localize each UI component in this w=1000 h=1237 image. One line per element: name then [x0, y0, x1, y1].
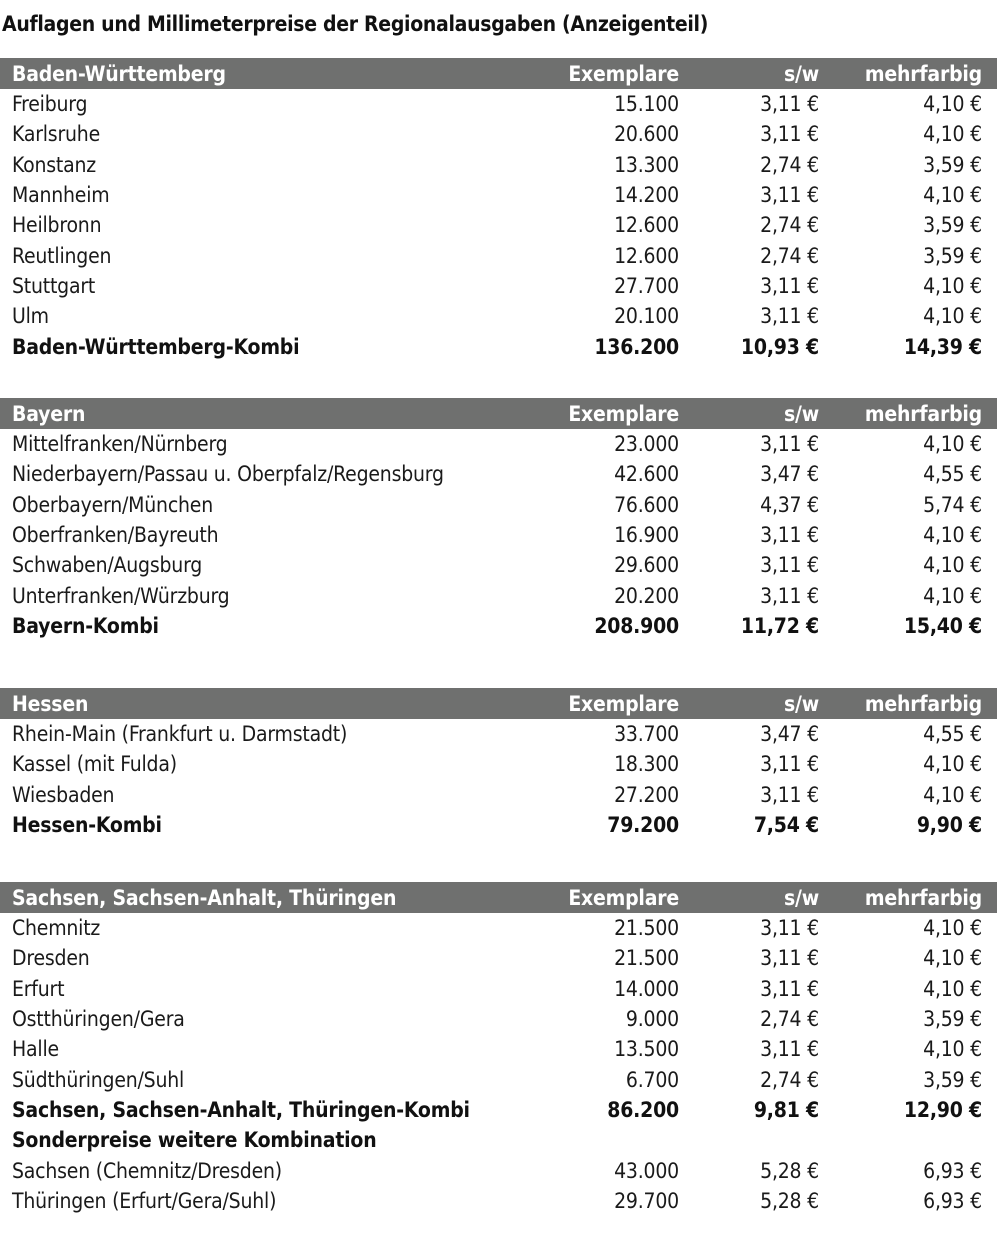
row-price-mehrfarbig: 4,10 € — [923, 273, 982, 298]
table-row — [0, 150, 997, 180]
row-exemplare: 20.100 — [614, 304, 679, 329]
row-price-mehrfarbig: 4,10 € — [923, 752, 982, 777]
table-row — [0, 301, 997, 331]
row-price-mehrfarbig: 12,90 € — [903, 1097, 982, 1122]
row-name: Freiburg — [12, 92, 88, 117]
row-name: Dresden — [12, 946, 90, 971]
row-exemplare: 12.600 — [614, 213, 679, 238]
row-exemplare: 42.600 — [614, 462, 679, 487]
row-exemplare: 43.000 — [614, 1158, 679, 1183]
row-price-sw: 2,74 € — [760, 213, 819, 238]
table-row — [0, 1155, 997, 1185]
row-price-mehrfarbig: 4,10 € — [923, 946, 982, 971]
row-price-mehrfarbig: 3,59 € — [923, 1007, 982, 1032]
row-price-sw: 3,11 € — [760, 183, 819, 208]
row-name: Hessen-Kombi — [12, 813, 162, 838]
column-header-mehrfarbig: mehrfarbig — [864, 885, 982, 910]
row-exemplare: 15.100 — [614, 92, 679, 117]
row-exemplare: 12.600 — [614, 243, 679, 268]
row-name: Halle — [12, 1037, 59, 1062]
row-exemplare: 14.000 — [614, 976, 679, 1001]
table-row — [0, 119, 997, 149]
row-name: Baden-Württemberg-Kombi — [12, 334, 300, 359]
table-row-total — [0, 611, 997, 641]
row-price-mehrfarbig: 3,59 € — [923, 152, 982, 177]
row-price-mehrfarbig: 4,10 € — [923, 432, 982, 457]
section-header — [0, 398, 997, 429]
row-price-mehrfarbig: 4,10 € — [923, 976, 982, 1001]
row-price-mehrfarbig: 4,10 € — [923, 122, 982, 147]
section-baden-wuerttemberg — [0, 58, 997, 362]
row-exemplare: 21.500 — [614, 916, 679, 941]
row-exemplare: 136.200 — [594, 334, 679, 359]
row-price-sw: 5,28 € — [760, 1158, 819, 1183]
row-name: Oberfranken/Bayreuth — [12, 523, 219, 548]
row-exemplare: 79.200 — [607, 813, 679, 838]
column-header-exemplare: Exemplare — [568, 401, 679, 426]
row-price-mehrfarbig: 4,55 € — [923, 462, 982, 487]
table-row — [0, 459, 997, 489]
table-row — [0, 271, 997, 301]
row-exemplare: 27.200 — [614, 782, 679, 807]
section-title: Bayern — [12, 401, 86, 426]
row-price-sw: 3,11 € — [760, 752, 819, 777]
row-price-mehrfarbig: 4,10 € — [923, 782, 982, 807]
row-exemplare: 18.300 — [614, 752, 679, 777]
table-row-total — [0, 1125, 997, 1155]
row-price-sw: 3,47 € — [760, 722, 819, 747]
section-title: Sachsen, Sachsen-Anhalt, Thüringen — [12, 885, 397, 910]
row-name: Ostthüringen/Gera — [12, 1007, 185, 1032]
row-exemplare: 14.200 — [614, 183, 679, 208]
row-name: Reutlingen — [12, 243, 112, 268]
row-price-mehrfarbig: 9,90 € — [916, 813, 982, 838]
row-price-mehrfarbig: 3,59 € — [923, 243, 982, 268]
row-price-mehrfarbig: 4,10 € — [923, 183, 982, 208]
row-price-mehrfarbig: 4,10 € — [923, 583, 982, 608]
row-price-sw: 3,11 € — [760, 273, 819, 298]
row-name: Kassel (mit Fulda) — [12, 752, 177, 777]
section-header — [0, 882, 997, 913]
row-exemplare: 16.900 — [614, 523, 679, 548]
column-header-sw: s/w — [783, 401, 819, 426]
page-title: Auflagen und Millimeterpreise der Regionalausgaben (Anzeigenteil) — [2, 12, 709, 36]
row-name: Ulm — [12, 304, 49, 329]
row-price-sw: 3,11 € — [760, 1037, 819, 1062]
row-price-mehrfarbig: 4,10 € — [923, 304, 982, 329]
row-price-mehrfarbig: 4,10 € — [923, 523, 982, 548]
row-price-mehrfarbig: 4,10 € — [923, 1037, 982, 1062]
column-header-exemplare: Exemplare — [568, 691, 679, 716]
row-price-sw: 4,37 € — [760, 492, 819, 517]
row-price-mehrfarbig: 4,10 € — [923, 92, 982, 117]
table-row — [0, 580, 997, 610]
row-exemplare: 9.000 — [625, 1007, 679, 1032]
row-exemplare: 20.600 — [614, 122, 679, 147]
row-name: Chemnitz — [12, 916, 101, 941]
row-name: Südthüringen/Suhl — [12, 1067, 185, 1092]
row-name: Unterfranken/Würzburg — [12, 583, 230, 608]
table-row — [0, 1004, 997, 1034]
column-header-exemplare: Exemplare — [568, 61, 679, 86]
table-row-total — [0, 810, 997, 840]
row-exemplare: 29.600 — [614, 553, 679, 578]
table-row — [0, 719, 997, 749]
row-name: Sonderpreise weitere Kombination — [12, 1128, 377, 1153]
row-exemplare: 76.600 — [614, 492, 679, 517]
row-price-sw: 3,11 € — [760, 782, 819, 807]
section-hessen — [0, 688, 997, 840]
row-price-sw: 3,11 € — [760, 523, 819, 548]
row-price-mehrfarbig: 4,55 € — [923, 722, 982, 747]
row-price-sw: 3,11 € — [760, 122, 819, 147]
row-exemplare: 27.700 — [614, 273, 679, 298]
row-name: Bayern-Kombi — [12, 613, 159, 638]
section-sachsen-sachsen-anhalt-thueringen — [0, 882, 997, 1216]
row-price-sw: 3,11 € — [760, 583, 819, 608]
table-row — [0, 913, 997, 943]
column-header-sw: s/w — [783, 61, 819, 86]
row-price-sw: 3,11 € — [760, 432, 819, 457]
row-price-sw: 3,11 € — [760, 304, 819, 329]
row-exemplare: 21.500 — [614, 946, 679, 971]
table-row — [0, 749, 997, 779]
row-name: Niederbayern/Passau u. Oberpfalz/Regensburg — [12, 462, 444, 487]
table-row — [0, 240, 997, 270]
row-name: Sachsen, Sachsen-Anhalt, Thüringen-Kombi — [12, 1097, 470, 1122]
row-name: Konstanz — [12, 152, 96, 177]
table-row — [0, 780, 997, 810]
table-row-total — [0, 331, 997, 361]
column-header-sw: s/w — [783, 691, 819, 716]
row-price-mehrfarbig: 15,40 € — [903, 613, 982, 638]
table-row — [0, 943, 997, 973]
row-exemplare: 13.500 — [614, 1037, 679, 1062]
column-header-mehrfarbig: mehrfarbig — [864, 61, 982, 86]
row-price-mehrfarbig: 4,10 € — [923, 916, 982, 941]
table-row — [0, 180, 997, 210]
column-header-mehrfarbig: mehrfarbig — [864, 401, 982, 426]
row-price-sw: 2,74 € — [760, 243, 819, 268]
row-name: Karlsruhe — [12, 122, 100, 147]
row-price-sw: 10,93 € — [740, 334, 819, 359]
table-row — [0, 1034, 997, 1064]
table-row-total — [0, 1095, 997, 1125]
row-name: Erfurt — [12, 976, 65, 1001]
table-row — [0, 1186, 997, 1216]
section-title: Hessen — [12, 691, 89, 716]
row-exemplare: 23.000 — [614, 432, 679, 457]
row-price-mehrfarbig: 6,93 € — [923, 1188, 982, 1213]
table-row — [0, 550, 997, 580]
row-price-sw: 3,11 € — [760, 976, 819, 1001]
row-price-sw: 5,28 € — [760, 1188, 819, 1213]
row-price-sw: 3,11 € — [760, 946, 819, 971]
row-price-mehrfarbig: 14,39 € — [903, 334, 982, 359]
row-exemplare: 208.900 — [594, 613, 679, 638]
row-name: Wiesbaden — [12, 782, 115, 807]
section-title: Baden-Württemberg — [12, 61, 226, 86]
row-price-mehrfarbig: 6,93 € — [923, 1158, 982, 1183]
row-name: Sachsen (Chemnitz/Dresden) — [12, 1158, 282, 1183]
row-name: Schwaben/Augsburg — [12, 553, 203, 578]
row-price-mehrfarbig: 5,74 € — [923, 492, 982, 517]
row-price-mehrfarbig: 4,10 € — [923, 553, 982, 578]
row-exemplare: 20.200 — [614, 583, 679, 608]
table-row — [0, 210, 997, 240]
row-name: Thüringen (Erfurt/Gera/Suhl) — [12, 1188, 277, 1213]
row-name: Oberbayern/München — [12, 492, 213, 517]
section-header — [0, 58, 997, 89]
table-row — [0, 429, 997, 459]
row-name: Stuttgart — [12, 273, 96, 298]
row-name: Rhein-Main (Frankfurt u. Darmstadt) — [12, 722, 348, 747]
column-header-exemplare: Exemplare — [568, 885, 679, 910]
row-price-sw: 3,11 € — [760, 553, 819, 578]
row-name: Mittelfranken/Nürnberg — [12, 432, 228, 457]
column-header-sw: s/w — [783, 885, 819, 910]
row-exemplare: 29.700 — [614, 1188, 679, 1213]
row-exemplare: 6.700 — [625, 1067, 679, 1092]
row-exemplare: 86.200 — [607, 1097, 679, 1122]
row-exemplare: 13.300 — [614, 152, 679, 177]
row-price-sw: 11,72 € — [740, 613, 819, 638]
table-row — [0, 1064, 997, 1094]
row-price-sw: 3,11 € — [760, 916, 819, 941]
column-header-mehrfarbig: mehrfarbig — [864, 691, 982, 716]
section-header — [0, 688, 997, 719]
row-price-mehrfarbig: 3,59 € — [923, 1067, 982, 1092]
table-row — [0, 520, 997, 550]
row-price-mehrfarbig: 3,59 € — [923, 213, 982, 238]
table-row — [0, 490, 997, 520]
row-price-sw: 3,47 € — [760, 462, 819, 487]
table-row — [0, 89, 997, 119]
table-row — [0, 974, 997, 1004]
row-name: Heilbronn — [12, 213, 102, 238]
row-price-sw: 3,11 € — [760, 92, 819, 117]
row-price-sw: 7,54 € — [753, 813, 819, 838]
row-price-sw: 9,81 € — [753, 1097, 819, 1122]
row-price-sw: 2,74 € — [760, 152, 819, 177]
row-price-sw: 2,74 € — [760, 1067, 819, 1092]
row-name: Mannheim — [12, 183, 110, 208]
row-price-sw: 2,74 € — [760, 1007, 819, 1032]
section-bayern — [0, 398, 997, 641]
row-exemplare: 33.700 — [614, 722, 679, 747]
